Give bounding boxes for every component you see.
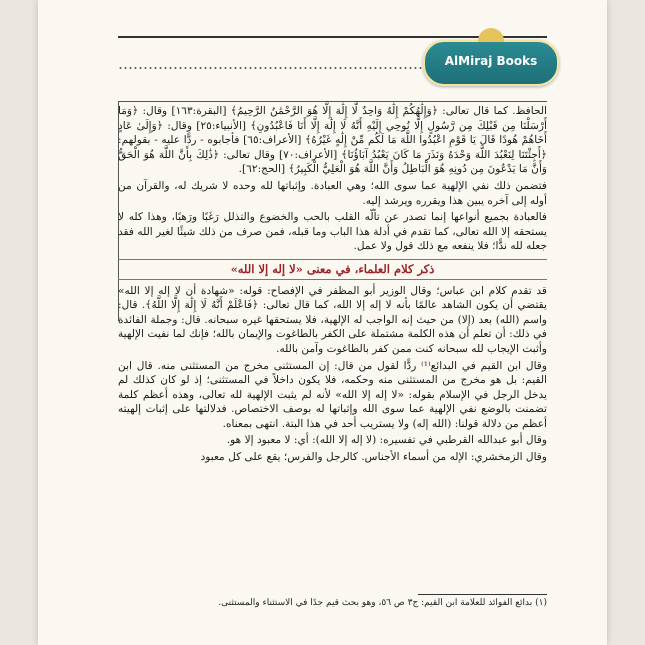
paragraph: قد تقدم كلام ابن عباس؛ وقال الوزير أبو المظفر في الإفصاح: قوله: «شهادة أن لا إله إلا الله» يقتضي أن يكون الشاهد عالمًا بأنه لا إله إلا الله، كما قال تعالى: ﴿فَاعْلَمْ أَنَّهُ لَا إِلَٰهَ إِلَّا اللَّهُ﴾. قال: واسم (الله) بعد (إلا) من حيث إنه الواجب له الإلهية، فلا يستحقها غيره سبحانه. قال: وجملة الفائدة في ذلك: أن تعلم أن هذه الكلمة مشتملة على الكفر بالطاغوت والإيمان بالله؛ فإنك لما نفيت الإلهية وأثبت الإيجاب لله سبحانه كنت ممن كفر بالطاغوت وآمن بالله.	[118, 284, 547, 355]
paragraph: وقال ابن القيم في البدائع⁽¹⁾ ردًّا لقول من قال: إن المستثنى مخرج من المستثنى منه. قال ابن القيم: بل هو مخرج من المستثنى منه وحكمه، فلا يكون داخلاً في المستثنى؛ إذ لو كان كذلك لم يدخل الرجل في الإسلام بقوله: «لا إله إلا الله» لأنه لم يثبت الإلهية لله تعالى، وهذه أعظم كلمة تضمنت بالوضع نفي الإلهية عما سوى الله وإثباتها له بوصف الاختصاص. فدلالتها على إثبات إلهيته أعظم من دلالة قولنا: (الله إله) ولا يستريب أحد في هذا البتة. انتهى بمعناه.	[118, 359, 548, 430]
paragraph: وقال أبو عبدالله القرطبي في تفسيره: (لا إله إلا الله): أي: لا معبود إلا هو.	[226, 434, 547, 447]
logo-text: AlMiraj Books	[444, 54, 538, 68]
body-text	[118, 104, 547, 467]
almiraj-books-logo	[423, 40, 559, 86]
footnote-rule	[418, 594, 547, 595]
section-heading: ذكر كلام العلماء، في معنى «لا إله إلا الله»	[118, 259, 547, 280]
paragraph-verses: الحافظ. كما قال تعالى: ﴿وَإِلَٰهُكُمْ إِلَٰهٌ وَاحِدٌ لَّا إِلَٰهَ إِلَّا هُوَ الرَّحْمَٰنُ الرَّحِيمُ﴾ [البقرة:١٦٣] وقال: ﴿وَمَا أَرْسَلْنَا مِن قَبْلِكَ مِن رَّسُولٍ إِلَّا نُوحِي إِلَيْهِ أَنَّهُ لَا إِلَٰهَ إِلَّا أَنَا فَاعْبُدُونِ﴾ [الأنبياء:٢٥] وقال: ﴿وَإِلَىٰ عَادٍ أَخَاهُمْ هُودًا قَالَ يَا قَوْمِ اعْبُدُوا اللَّهَ مَا لَكُم مِّنْ إِلَٰهٍ غَيْرُهُ﴾ [الأعراف:٦٥] فأجابوه - ردًّا عليه - بقولهم: ﴿أَجِئْتَنَا لِنَعْبُدَ اللَّهَ وَحْدَهُ وَنَذَرَ مَا كَانَ يَعْبُدُ آبَاؤُنَا﴾ [الأعراف:٧٠] وقال تعالى: ﴿ذَٰلِكَ بِأَنَّ اللَّهَ هُوَ الْحَقُّ وَأَنَّ مَا يَدْعُونَ مِن دُونِهِ هُوَ الْبَاطِلُ وَأَنَّ اللَّهَ هُوَ الْعَلِيُّ الْكَبِيرُ﴾ [الحج:٦٢].	[118, 105, 547, 176]
paragraph: فتضمن ذلك نفي الإلهية عما سوى الله؛ وهي العبادة. وإثباتها لله وحده لا شريك له، والقرآن من أوله إلى آخره يبين هذا ويقرره ويرشد إليه.	[118, 179, 547, 207]
paragraph: فالعبادة بجميع أنواعها إنما تصدر عن تألّه القلب بالحب والخضوع والتذلل رَغَبًا ورَهبًا، وهذا كله لا يستحقه إلا الله تعالى، كما تقدم في أدلة هذا الباب وما قبله، فمن صرف من ذلك شيئًا لغير الله فقد جعله لله ندًّا؛ فلا ينفعه مع ذلك قول ولا عمل.	[118, 211, 547, 253]
footnote: (١) بدائع الفوائد للعلامة ابن القيم: ج٣ ص ٥٦، وهو بحث قيم جدًا في الاستثناء والمستثنى.	[218, 598, 547, 608]
book-page	[38, 0, 607, 645]
paragraph: وقال الزمخشري: الإله من أسماء الأجناس. كالرجل والفرس؛ يقع على كل معبود	[200, 451, 547, 464]
dome-icon	[478, 28, 504, 42]
section-rule	[118, 101, 547, 102]
dotted-line	[118, 66, 427, 70]
